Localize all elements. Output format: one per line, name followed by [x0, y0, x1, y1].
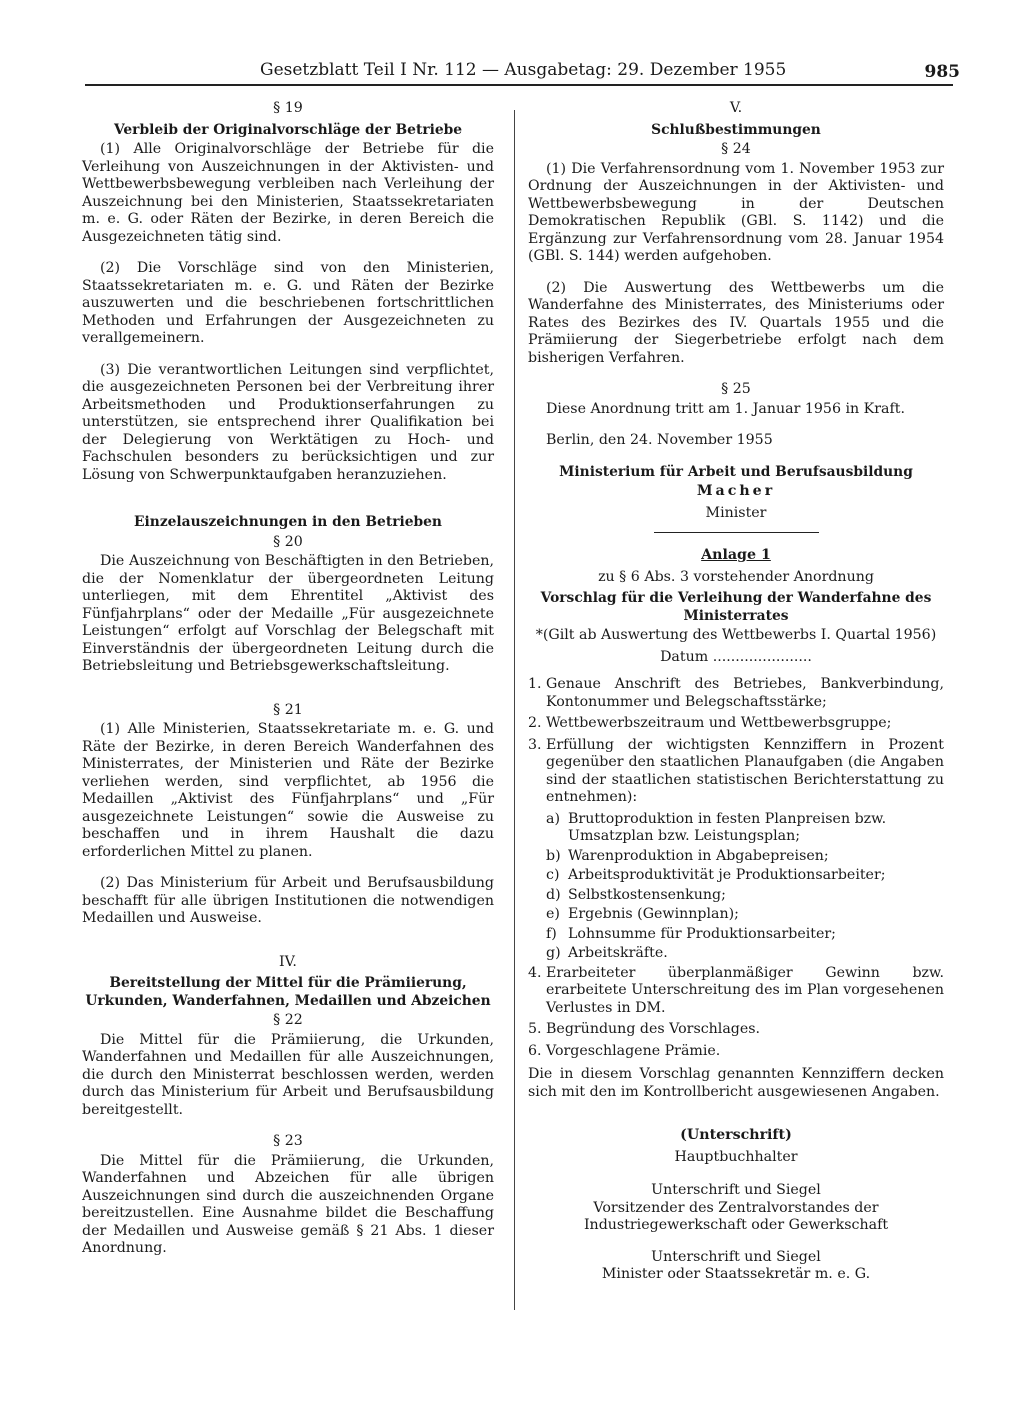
- paragraph: (1) Die Verfahrensordnung vom 1. November 1953 zur Ordnung der Auszeichnungen in der Aktivisten- und Wettbewerbsbewegung in der Deutschen Demokratischen Republik (GBl. S. 1142) und die Ergänzung zur Verfahrensordnung vom 28. Januar 1954 (GBl. S. 144) werden aufgehoben.: [528, 160, 944, 264]
- header-rule: [85, 84, 953, 86]
- sub-list-item: e) Ergebnis (Gewinnplan);: [546, 906, 739, 922]
- column-divider: [514, 110, 515, 1310]
- section-sign: § 19: [273, 100, 303, 116]
- ministry-name: Ministerium für Arbeit und Berufsausbildung: [559, 463, 913, 480]
- signature-line: (Unterschrift): [680, 1127, 792, 1143]
- sub-list-item: f) Lohnsumme für Produktionsarbeiter;: [546, 925, 836, 942]
- annex-note: *(Gilt ab Auswertung des Wettbewerbs I. Quartal 1956): [535, 627, 937, 643]
- section-heading: Bereitstellung der Mittel für die Prämiierung, Urkunden, Wanderfahnen, Medaillen und Abzeichen: [85, 975, 491, 1009]
- annex-title: Anlage 1: [701, 547, 771, 563]
- list-item: 6. Vorgeschlagene Prämie.: [528, 1042, 721, 1059]
- section-sign: § 24: [721, 141, 751, 157]
- signer-title: Minister: [705, 504, 767, 521]
- paragraph: Diese Anordnung tritt am 1. Januar 1956 in Kraft.: [546, 400, 905, 417]
- part-number: IV.: [279, 953, 297, 970]
- form-items: [528, 676, 944, 1060]
- sub-list-item: b) Warenproduktion in Abgabepreisen;: [546, 847, 829, 864]
- sub-list-item: a) Bruttoproduktion in festen Planpreisen bzw. Umsatzplan bzw. Leistungsplan;: [546, 810, 887, 844]
- signature-role: Minister oder Staatssekretär m. e. G.: [601, 1266, 871, 1282]
- list-item: 2. Wettbewerbszeitraum und Wettbewerbsgruppe;: [528, 715, 892, 731]
- signature-role: Hauptbuchhalter: [674, 1148, 798, 1165]
- paragraph: (2) Das Ministerium für Arbeit und Berufsausbildung beschafft für alle übrigen Institutionen die notwendigen Medaillen und Ausweise.: [82, 875, 494, 926]
- section-sign: § 22: [273, 1012, 303, 1028]
- paragraph: (2) Die Auswertung des Wettbewerbs um die Wanderfahne des Ministerrates, des Ministeriums oder Rates des Bezirkes des IV. Quartals 1955 und die Prämiierung der Siegerbetriebe erfolgt nach dem bisherigen Verfahren.: [528, 279, 944, 366]
- signature-role: Vorsitzender des Zentralvorstandes der Industriegewerkschaft oder Gewerkschaft: [583, 1199, 889, 1233]
- paragraph: Die Auszeichnung von Beschäftigten in den Betrieben, die der Nomenklatur der übergeordneten Leitung unterliegen, mit dem Ehrentitel „Aktivist des Fünfjahrplans“ oder der Medaille „Für ausgezeichnete Leistungen“ erfolgt auf Vorschlag der Belegschaft mit Einverständnis der übergeordneten Leitung durch die Betriebsleitung und Betriebsgewerkschaftsleitung.: [82, 553, 494, 674]
- closing-statement: Die in diesem Vorschlag genannten Kennziffern decken sich mit den im Kontrollbericht ausgewiesenen Angaben.: [528, 1066, 944, 1100]
- place-date: Berlin, den 24. November 1955: [546, 432, 773, 448]
- section-sign: § 23: [273, 1133, 303, 1149]
- paragraph: (3) Die verantwortlichen Leitungen sind verpflichtet, die ausgezeichneten Personen bei der Verbreitung ihrer Arbeitsmethoden und Produktionserfahrungen zu unterstützen, sie entsprechend ihrer Qualifikation bei der Delegierung von Werktätigen zu Hoch- und Fachschulen besonders zu berücksichtigen und zur Lösung von Schwerpunktaufgaben heranzuziehen.: [82, 361, 494, 483]
- list-item: 3. Erfüllung der wichtigsten Kennziffern in Prozent gegenüber den staatlichen Planaufgaben (die Angaben sind der staatlichen statistischen Berichterstattung zu entnehmen):: [528, 736, 944, 805]
- separator-rule: [654, 532, 819, 533]
- section-heading: Einzelauszeichnungen in den Betrieben: [134, 514, 442, 530]
- section-heading: Verbleib der Originalvorschläge der Betriebe: [113, 121, 463, 138]
- left-column: [82, 100, 494, 1272]
- date-line: Datum ......................: [660, 648, 812, 665]
- list-item: 5. Begründung des Vorschlages.: [528, 1021, 761, 1037]
- annex-heading: Vorschlag für die Verleihung der Wanderfahne des Ministerrates: [540, 590, 932, 624]
- section-heading: Schlußbestimmungen: [651, 121, 821, 138]
- signature-line: Unterschrift und Siegel: [651, 1182, 821, 1198]
- paragraph: Die Mittel für die Prämiierung, die Urkunden, Wanderfahnen und Abzeichen für alle übrigen Auszeichnungen sind durch die auszeichnenden Organe bereitzustellen. Eine Ausnahme bildet die Beschaffung der Medaillen und Ausweise gemäß § 21 Abs. 1 dieser Anordnung.: [82, 1152, 494, 1256]
- page-number: 985: [924, 62, 960, 82]
- right-column: [528, 100, 944, 1288]
- section-sign: § 25: [721, 381, 751, 397]
- signature-line: Unterschrift und Siegel: [651, 1248, 821, 1265]
- list-item: 4. Erarbeiteter überplanmäßiger Gewinn bzw. erarbeitete Unterschreitung des im Plan vorgesehenen Verlustes in DM.: [528, 964, 944, 1016]
- annex-reference: zu § 6 Abs. 3 vorstehender Anordnung: [598, 568, 874, 585]
- paragraph: (1) Alle Ministerien, Staatssekretariate m. e. G. und Räte der Bezirke, in deren Bereich Wanderfahnen des Ministerrates, der Ministerien und Räte der Bezirke verliehen werden, sind verpflichtet, ab 1956 die Medaillen „Aktivist des Fünfjahrplans“ und „Für ausgezeichnete Leistungen“ sowie die Ausweise zu beschaffen und in ihrem Haushalt die dazu erforderlichen Mittel zu planen.: [82, 721, 494, 860]
- sub-list-item: c) Arbeitsproduktivität je Produktionsarbeiter;: [546, 867, 886, 883]
- list-item: 1. Genaue Anschrift des Betriebes, Bankverbindung, Kontonummer und Belegschaftsstärke;: [528, 676, 944, 710]
- signer-name: Macher: [696, 483, 776, 499]
- sub-list-item: g) Arbeitskräfte.: [546, 945, 668, 961]
- sub-list-item: d) Selbstkostensenkung;: [546, 886, 726, 903]
- paragraph: (2) Die Vorschläge sind von den Ministerien, Staatssekretariaten m. e. G. und Räten der Bezirke auszuwerten und die beschriebenen fortschrittlichen Methoden und Erfahrungen der Ausgezeichneten zu verallgemeinern.: [82, 260, 494, 346]
- page-header: [85, 60, 960, 86]
- gazette-title: Gesetzblatt Teil I Nr. 112 — Ausgabetag: 29. Dezember 1955: [260, 60, 787, 80]
- section-sign: § 21: [273, 701, 303, 718]
- section-sign: § 20: [273, 533, 303, 550]
- paragraph: Die Mittel für die Prämiierung, die Urkunden, Wanderfahnen und Medaillen für alle Auszeichnungen, die durch den Ministerrat beschlossen werden, werden durch das Ministerium für Arbeit und Berufsausbildung bereitgestellt.: [82, 1031, 494, 1118]
- paragraph: (1) Alle Originalvorschläge der Betriebe für die Verleihung von Auszeichnungen in der Aktivisten- und Wettbewerbsbewegung verbleiben nach Verleihung der Auszeichnung bei den Ministerien, Staatssekretariaten m. e. G. oder Räten der Bezirke, in deren Bereich die Ausgezeichneten tätig sind.: [82, 141, 494, 245]
- part-number: V.: [729, 100, 743, 116]
